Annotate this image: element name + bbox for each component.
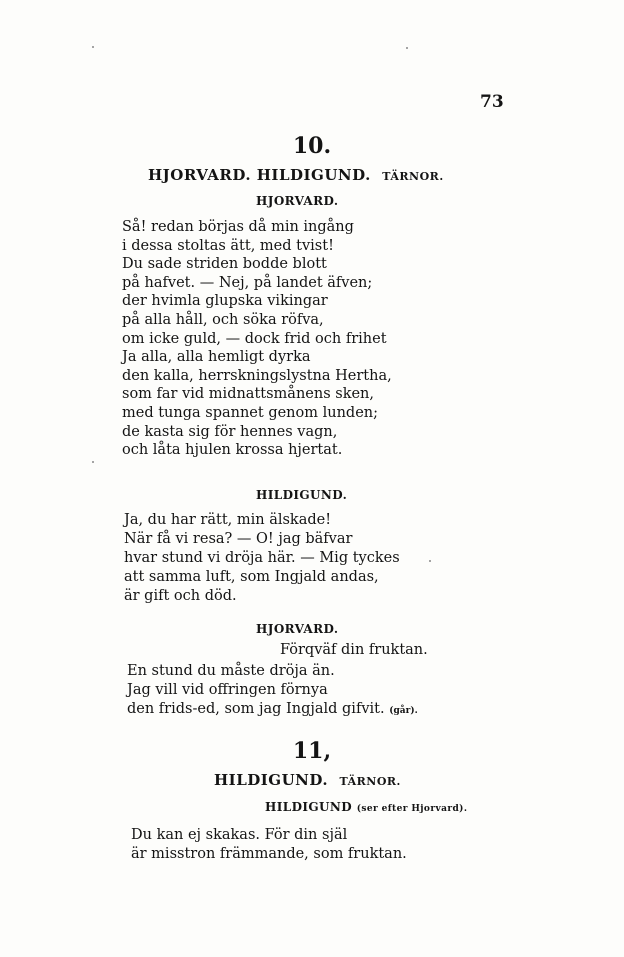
- scene-number-10: 10.: [292, 133, 332, 159]
- speaker-hjorvard: HJORVARD.: [256, 194, 339, 208]
- speaker-hildigund-3: [265, 800, 467, 814]
- speck: [92, 46, 94, 48]
- speaker-direction: (ser efter Hjorvard).: [356, 804, 468, 814]
- verse-line: den kalla, herrskningslystna Hertha,: [122, 367, 392, 384]
- verse-line: Förqväf din fruktan.: [280, 642, 428, 658]
- heading-names: HILDIGUND.: [214, 771, 329, 789]
- verse-line: Ja alla, alla hemligt dyrka: [122, 349, 311, 366]
- scene-heading-11: [214, 771, 401, 789]
- speaker-hildigund: HILDIGUND.: [256, 488, 348, 502]
- verse-line: de kasta sig för hennes vagn,: [122, 423, 338, 440]
- verse-line: om icke guld, — dock frid och frihet: [122, 330, 387, 347]
- scene-heading-10: [148, 166, 444, 184]
- verse-line: Så! redan börjas då min ingång: [122, 219, 354, 235]
- verse-line: med tunga spannet genom lunden;: [122, 405, 379, 421]
- verse-line: Jag vill vid offringen förnya: [127, 682, 328, 698]
- verse-line: och låta hjulen krossa hjertat.: [122, 442, 343, 459]
- scene-number-11: 11,: [292, 738, 332, 764]
- verse-line: Du sade striden bodde blott: [122, 256, 327, 273]
- verse-line: der hvimla glupska vikingar: [122, 293, 328, 310]
- speaker-name: HILDIGUND: [265, 800, 353, 814]
- verse-line: är misstron främmande, som fruktan.: [131, 846, 407, 862]
- verse-line: hvar stund vi dröja här. — Mig tyckes: [124, 550, 400, 566]
- verse-line: som far vid midnattsmånens sken,: [122, 386, 375, 403]
- verse-line: att samma luft, som Ingjald andas,: [124, 569, 379, 585]
- verse-line: Du kan ej skakas. För din själ: [131, 827, 348, 843]
- speck: [429, 560, 431, 562]
- verse-line: Ja, du har rätt, min älskade!: [124, 512, 332, 528]
- verse-line-text: den frids-ed, som jag Ingjald gifvit.: [127, 701, 385, 717]
- speck: [406, 47, 408, 49]
- verse-line: i dessa stoltas ätt, med tvist!: [122, 237, 334, 254]
- verse-line: är gift och död.: [124, 588, 237, 604]
- page-number: 73: [480, 92, 504, 112]
- speaker-hjorvard-2: HJORVARD.: [256, 622, 339, 636]
- heading-extra: TÄRNOR.: [382, 170, 444, 183]
- verse-line: på hafvet. — Nej, på landet äfven;: [122, 274, 373, 291]
- verse-line: på alla håll, och söka röfva,: [122, 312, 324, 328]
- speck: [92, 461, 94, 463]
- verse-line: När få vi resa? — O! jag bäfvar: [124, 531, 353, 547]
- stage-direction: (går).: [389, 706, 418, 716]
- heading-extra: TÄRNOR.: [339, 775, 401, 788]
- heading-names: HJORVARD. HILDIGUND.: [148, 166, 371, 184]
- verse-line: [127, 702, 418, 717]
- verse-line: En stund du måste dröja än.: [127, 663, 335, 679]
